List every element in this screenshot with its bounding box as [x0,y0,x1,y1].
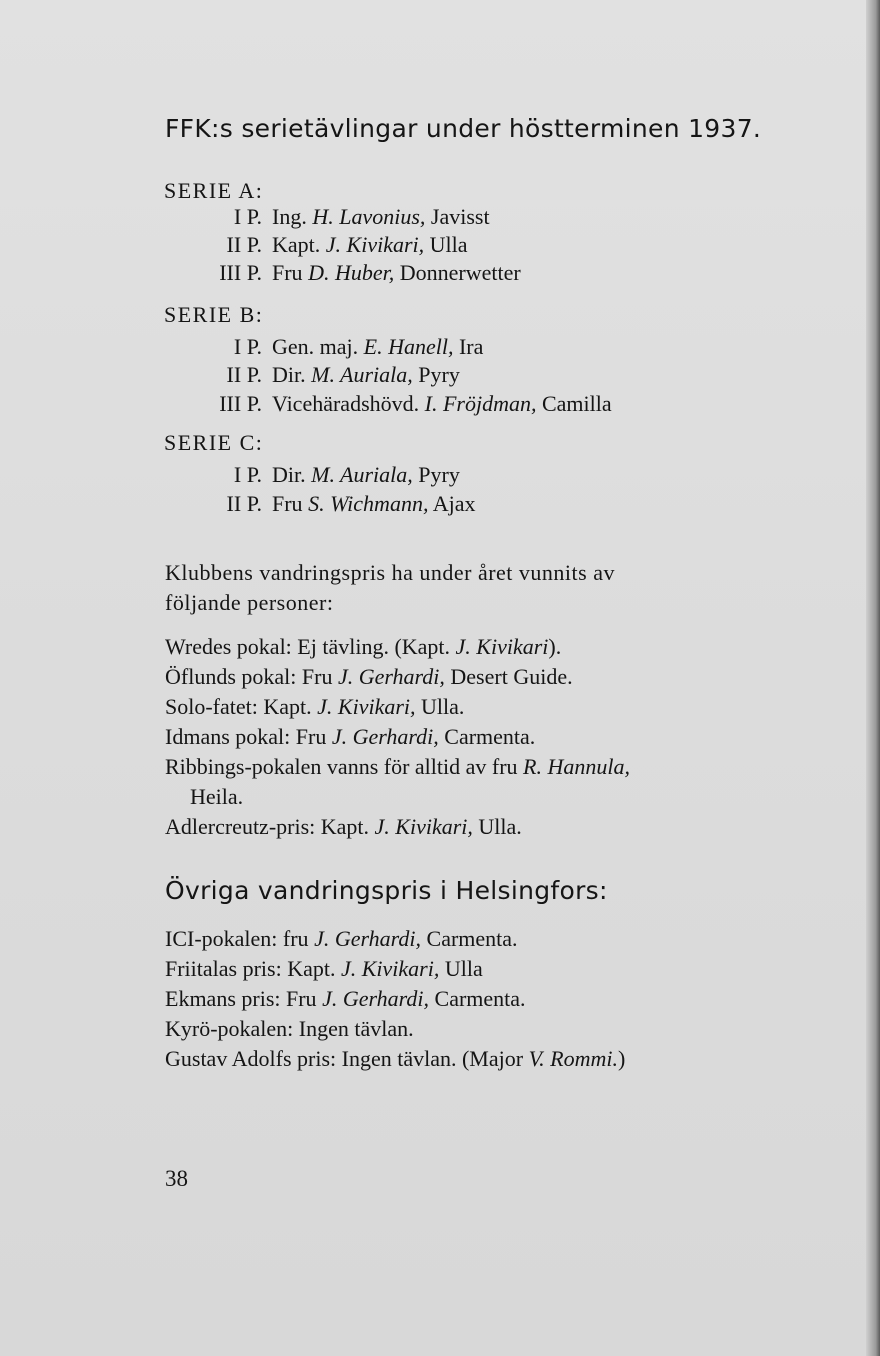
entry-text: Dir. M. Auriala, Pyry [272,462,460,487]
entry-text: Dir. M. Auriala, Pyry [272,362,460,387]
section-heading: Övriga vandringspris i Helsingfors: [165,876,608,905]
entry-text: Kapt. J. Kivikari, Ulla [272,232,468,257]
place: I P. [233,462,262,487]
serie-a-label: SERIE A: [164,178,264,203]
intro-line-1: Klubbens vandringspris ha under året vunnits av [165,560,615,585]
place: II P. [226,232,262,257]
page-heading: FFK:s serietävlingar under höstterminen 1937. [165,114,762,143]
entry-text: Fru D. Huber, Donnerwetter [272,260,521,285]
prize-line-continued: Heila. [190,784,244,809]
place: I P. [233,204,262,229]
entry-text: Gen. maj. E. Hanell, Ira [272,334,484,359]
other-prize-line: Kyrö-pokalen: Ingen tävlan. [165,1016,414,1041]
place: III P. [219,260,262,285]
prize-line: Solo-fatet: Kapt. J. Kivikari, Ulla. [165,694,465,719]
prize-line: Adlercreutz-pris: Kapt. J. Kivikari, Ulla. [165,814,522,839]
place: III P. [219,391,262,416]
other-prize-line: ICI-pokalen: fru J. Gerhardi, Carmenta. [165,926,518,951]
entry-text: Fru S. Wichmann, Ajax [272,491,476,516]
other-prize-line: Ekmans pris: Fru J. Gerhardi, Carmenta. [165,986,526,1011]
serie-b-label: SERIE B: [164,302,264,327]
entry-text: Vicehäradshövd. I. Fröjdman, Camilla [272,391,612,416]
place: II P. [226,491,262,516]
other-prize-line: Friitalas pris: Kapt. J. Kivikari, Ulla [165,956,483,981]
place: II P. [226,362,262,387]
page-number: 38 [165,1166,188,1191]
intro-line-2: följande personer: [165,590,334,615]
page-edge-shadow [866,0,880,1356]
prize-line: Ribbings-pokalen vanns för alltid av fru R. Hannula, [165,754,630,779]
serie-c-label: SERIE C: [164,430,264,455]
place: I P. [233,334,262,359]
prize-line: Öflunds pokal: Fru J. Gerhardi, Desert Guide. [165,664,573,689]
other-prize-line: Gustav Adolfs pris: Ingen tävlan. (Major V. Rommi.) [165,1046,626,1071]
prize-line: Idmans pokal: Fru J. Gerhardi, Carmenta. [165,724,536,749]
entry-text: Ing. H. Lavonius, Javisst [272,204,490,229]
prize-line: Wredes pokal: Ej tävling. (Kapt. J. Kivikari). [165,634,562,659]
